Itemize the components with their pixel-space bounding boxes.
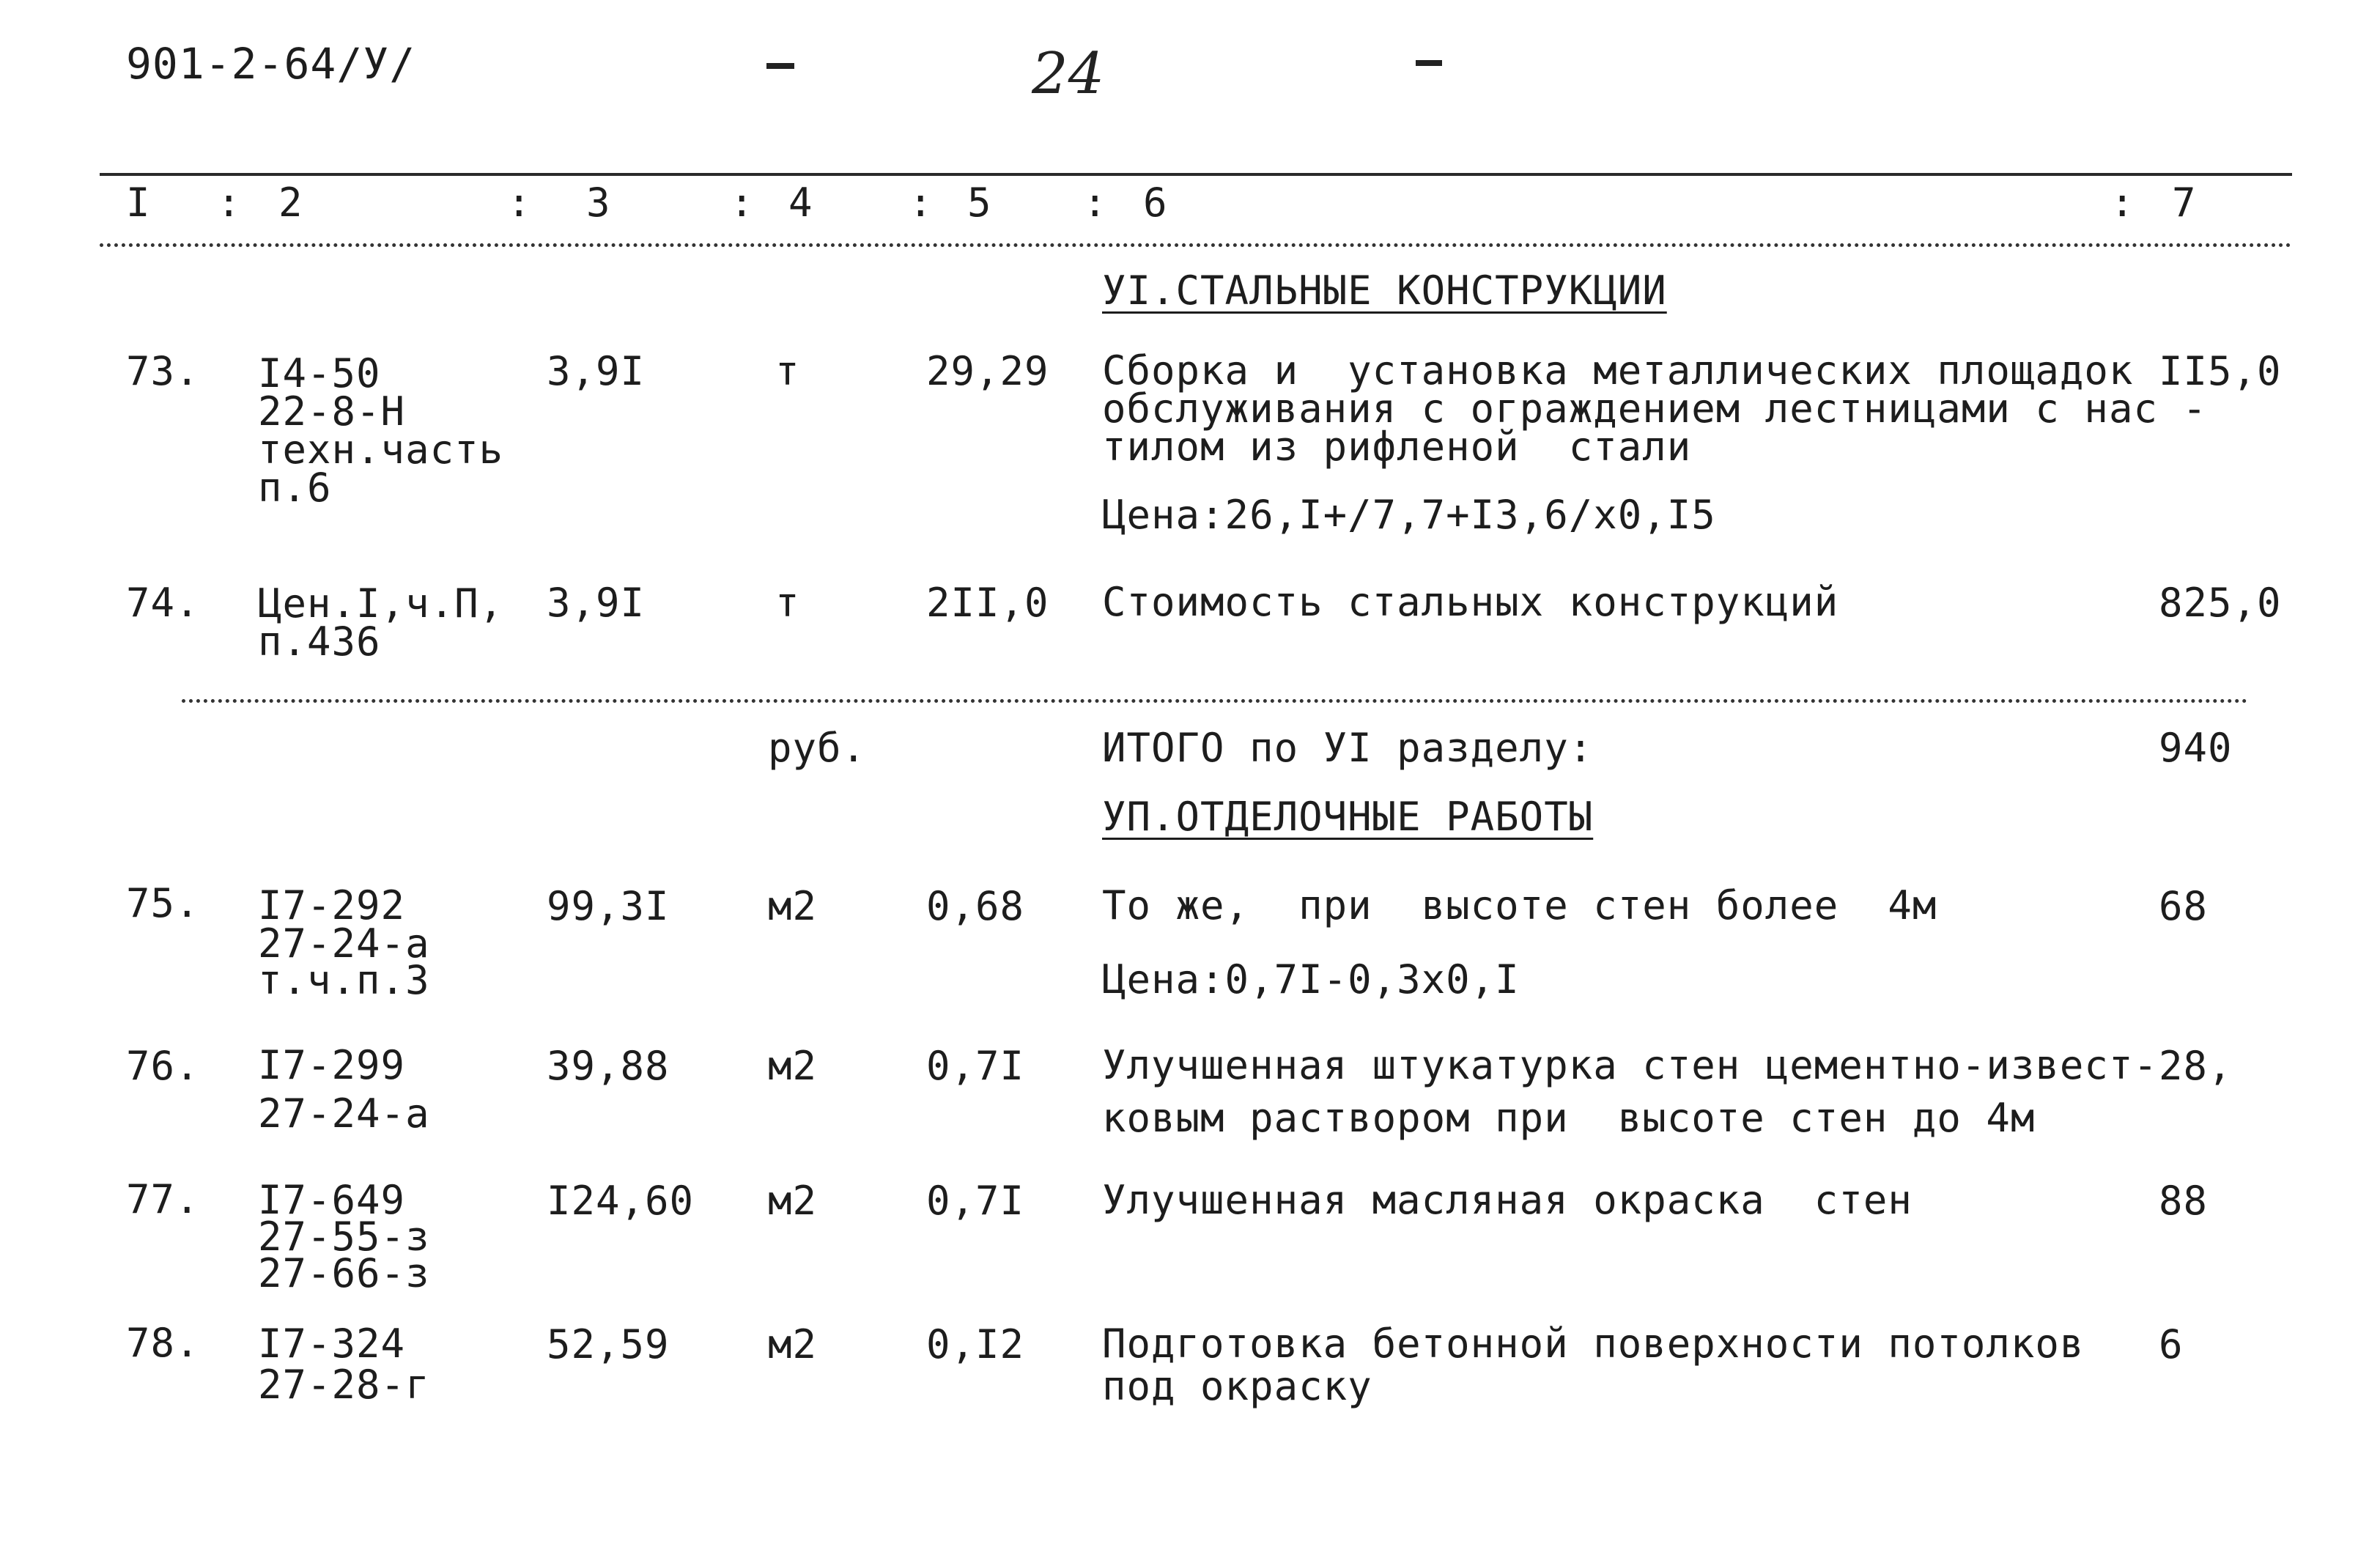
row-77-code-1: I7-649 [258, 1177, 406, 1223]
page-number: 24 [1032, 41, 1105, 107]
row-77-code-2: 27-55-з [258, 1214, 430, 1260]
row-73-qty: 3,9I [547, 348, 646, 394]
row-75-price-note: Цена:0,7I-0,3х0,I [1102, 956, 1520, 1003]
row-74-desc-1: Стоимость стальных конструкций [1102, 579, 1839, 625]
document-code: 901-2-64/У/ [126, 39, 416, 89]
subtotal-label: ИТОГО по УI разделу: [1102, 725, 1594, 771]
subtotal-rule [182, 699, 2248, 703]
row-75-unit: м2 [768, 883, 818, 929]
row-76-desc-2: ковым раствором при высоте стен до 4м [1102, 1095, 2036, 1141]
row-75-total: 68 [2159, 883, 2209, 929]
row-73-code-4: п.6 [258, 465, 332, 511]
row-73-desc-2: обслуживания с ограждением лестницами с нас - [1102, 385, 2207, 432]
row-74-unit: т [775, 580, 800, 626]
row-73-total: II5,0 [2159, 348, 2282, 394]
row-78-unit: м2 [768, 1321, 818, 1367]
row-78-desc-2: под окраску [1102, 1363, 1372, 1409]
row-78-desc-1: Подготовка бетонной поверхности потолков [1102, 1321, 2085, 1367]
col-header-2: 2 [278, 180, 303, 226]
col-sep-3: : [730, 180, 755, 226]
row-74-code-1: Цен.I,ч.П, [258, 580, 504, 627]
row-78-price: 0,I2 [926, 1321, 1025, 1367]
row-77-total: 88 [2159, 1178, 2209, 1224]
col-sep-4: : [909, 180, 934, 226]
row-76-price: 0,7I [926, 1043, 1025, 1089]
row-73-price-note: Цена:26,I+/7,7+I3,6/х0,I5 [1102, 492, 1716, 538]
row-78-num: 78. [126, 1320, 200, 1366]
row-74-qty: 3,9I [547, 580, 646, 626]
row-74-total: 825,0 [2159, 580, 2282, 626]
row-75-qty: 99,3I [547, 883, 670, 929]
row-75-code-1: I7-292 [258, 882, 406, 928]
col-header-7: 7 [2172, 180, 2197, 226]
row-74-price: 2II,0 [926, 580, 1049, 626]
row-77-desc-1: Улучшенная масляная окраска стен [1102, 1177, 1912, 1223]
row-77-num: 77. [126, 1176, 200, 1222]
row-77-qty: I24,60 [547, 1178, 695, 1224]
col-sep-6: : [2110, 180, 2135, 226]
row-73-code-1: I4-50 [258, 350, 381, 396]
row-76-code-1: I7-299 [258, 1042, 406, 1088]
header-top-rule [100, 173, 2292, 176]
row-76-qty: 39,88 [547, 1043, 670, 1089]
col-header-4: 4 [788, 180, 813, 226]
row-73-code-2: 22-8-Н [258, 388, 406, 435]
row-73-num: 73. [126, 348, 200, 394]
row-76-desc-1: Улучшенная штукатурка стен цементно-извест- [1102, 1042, 2158, 1088]
row-76-code-2: 27-24-а [258, 1090, 430, 1137]
subtotal-total: 940 [2159, 725, 2233, 771]
col-header-1: I [126, 180, 151, 226]
col-sep-1: : [217, 180, 242, 226]
row-76-num: 76. [126, 1043, 200, 1089]
row-74-code-2: п.436 [258, 619, 381, 665]
col-sep-5: : [1083, 180, 1108, 226]
col-header-6: 6 [1143, 180, 1168, 226]
header-dash-left [766, 63, 794, 69]
section-6-title: УI.СТАЛЬНЫЕ КОНСТРУКЦИИ [1102, 267, 1667, 314]
row-73-desc-3: тилом из рифленой стали [1102, 424, 1692, 470]
row-75-num: 75. [126, 880, 200, 926]
row-75-code-2: 27-24-а [258, 920, 430, 967]
col-header-3: 3 [586, 180, 611, 226]
row-77-price: 0,7I [926, 1178, 1025, 1224]
row-73-unit: т [775, 348, 800, 394]
row-78-qty: 52,59 [547, 1321, 670, 1367]
row-77-code-3: 27-66-з [258, 1250, 430, 1296]
row-77-unit: м2 [768, 1178, 818, 1224]
header-dash-right [1416, 60, 1442, 66]
header-bottom-rule [100, 243, 2292, 247]
subtotal-unit: руб. [768, 725, 867, 771]
row-73-desc-1: Сборка и установка металлических площадок [1102, 347, 2134, 394]
row-73-code-3: техн.часть [258, 427, 504, 473]
row-76-unit: м2 [768, 1043, 818, 1089]
row-75-code-3: т.ч.п.3 [258, 957, 430, 1003]
section-7-title: УП.ОТДЕЛОЧНЫЕ РАБОТЫ [1102, 794, 1594, 840]
row-76-total: 28, [2159, 1043, 2233, 1089]
row-73-price: 29,29 [926, 348, 1049, 394]
row-78-code-1: I7-324 [258, 1321, 406, 1367]
row-78-code-2: 27-28-г [258, 1362, 430, 1408]
row-74-num: 74. [126, 580, 200, 626]
row-75-desc-1: То же, при высоте стен более 4м [1102, 882, 1937, 928]
row-75-price: 0,68 [926, 883, 1025, 929]
col-header-5: 5 [967, 180, 992, 226]
col-sep-2: : [507, 180, 532, 226]
row-78-total: 6 [2159, 1321, 2184, 1367]
